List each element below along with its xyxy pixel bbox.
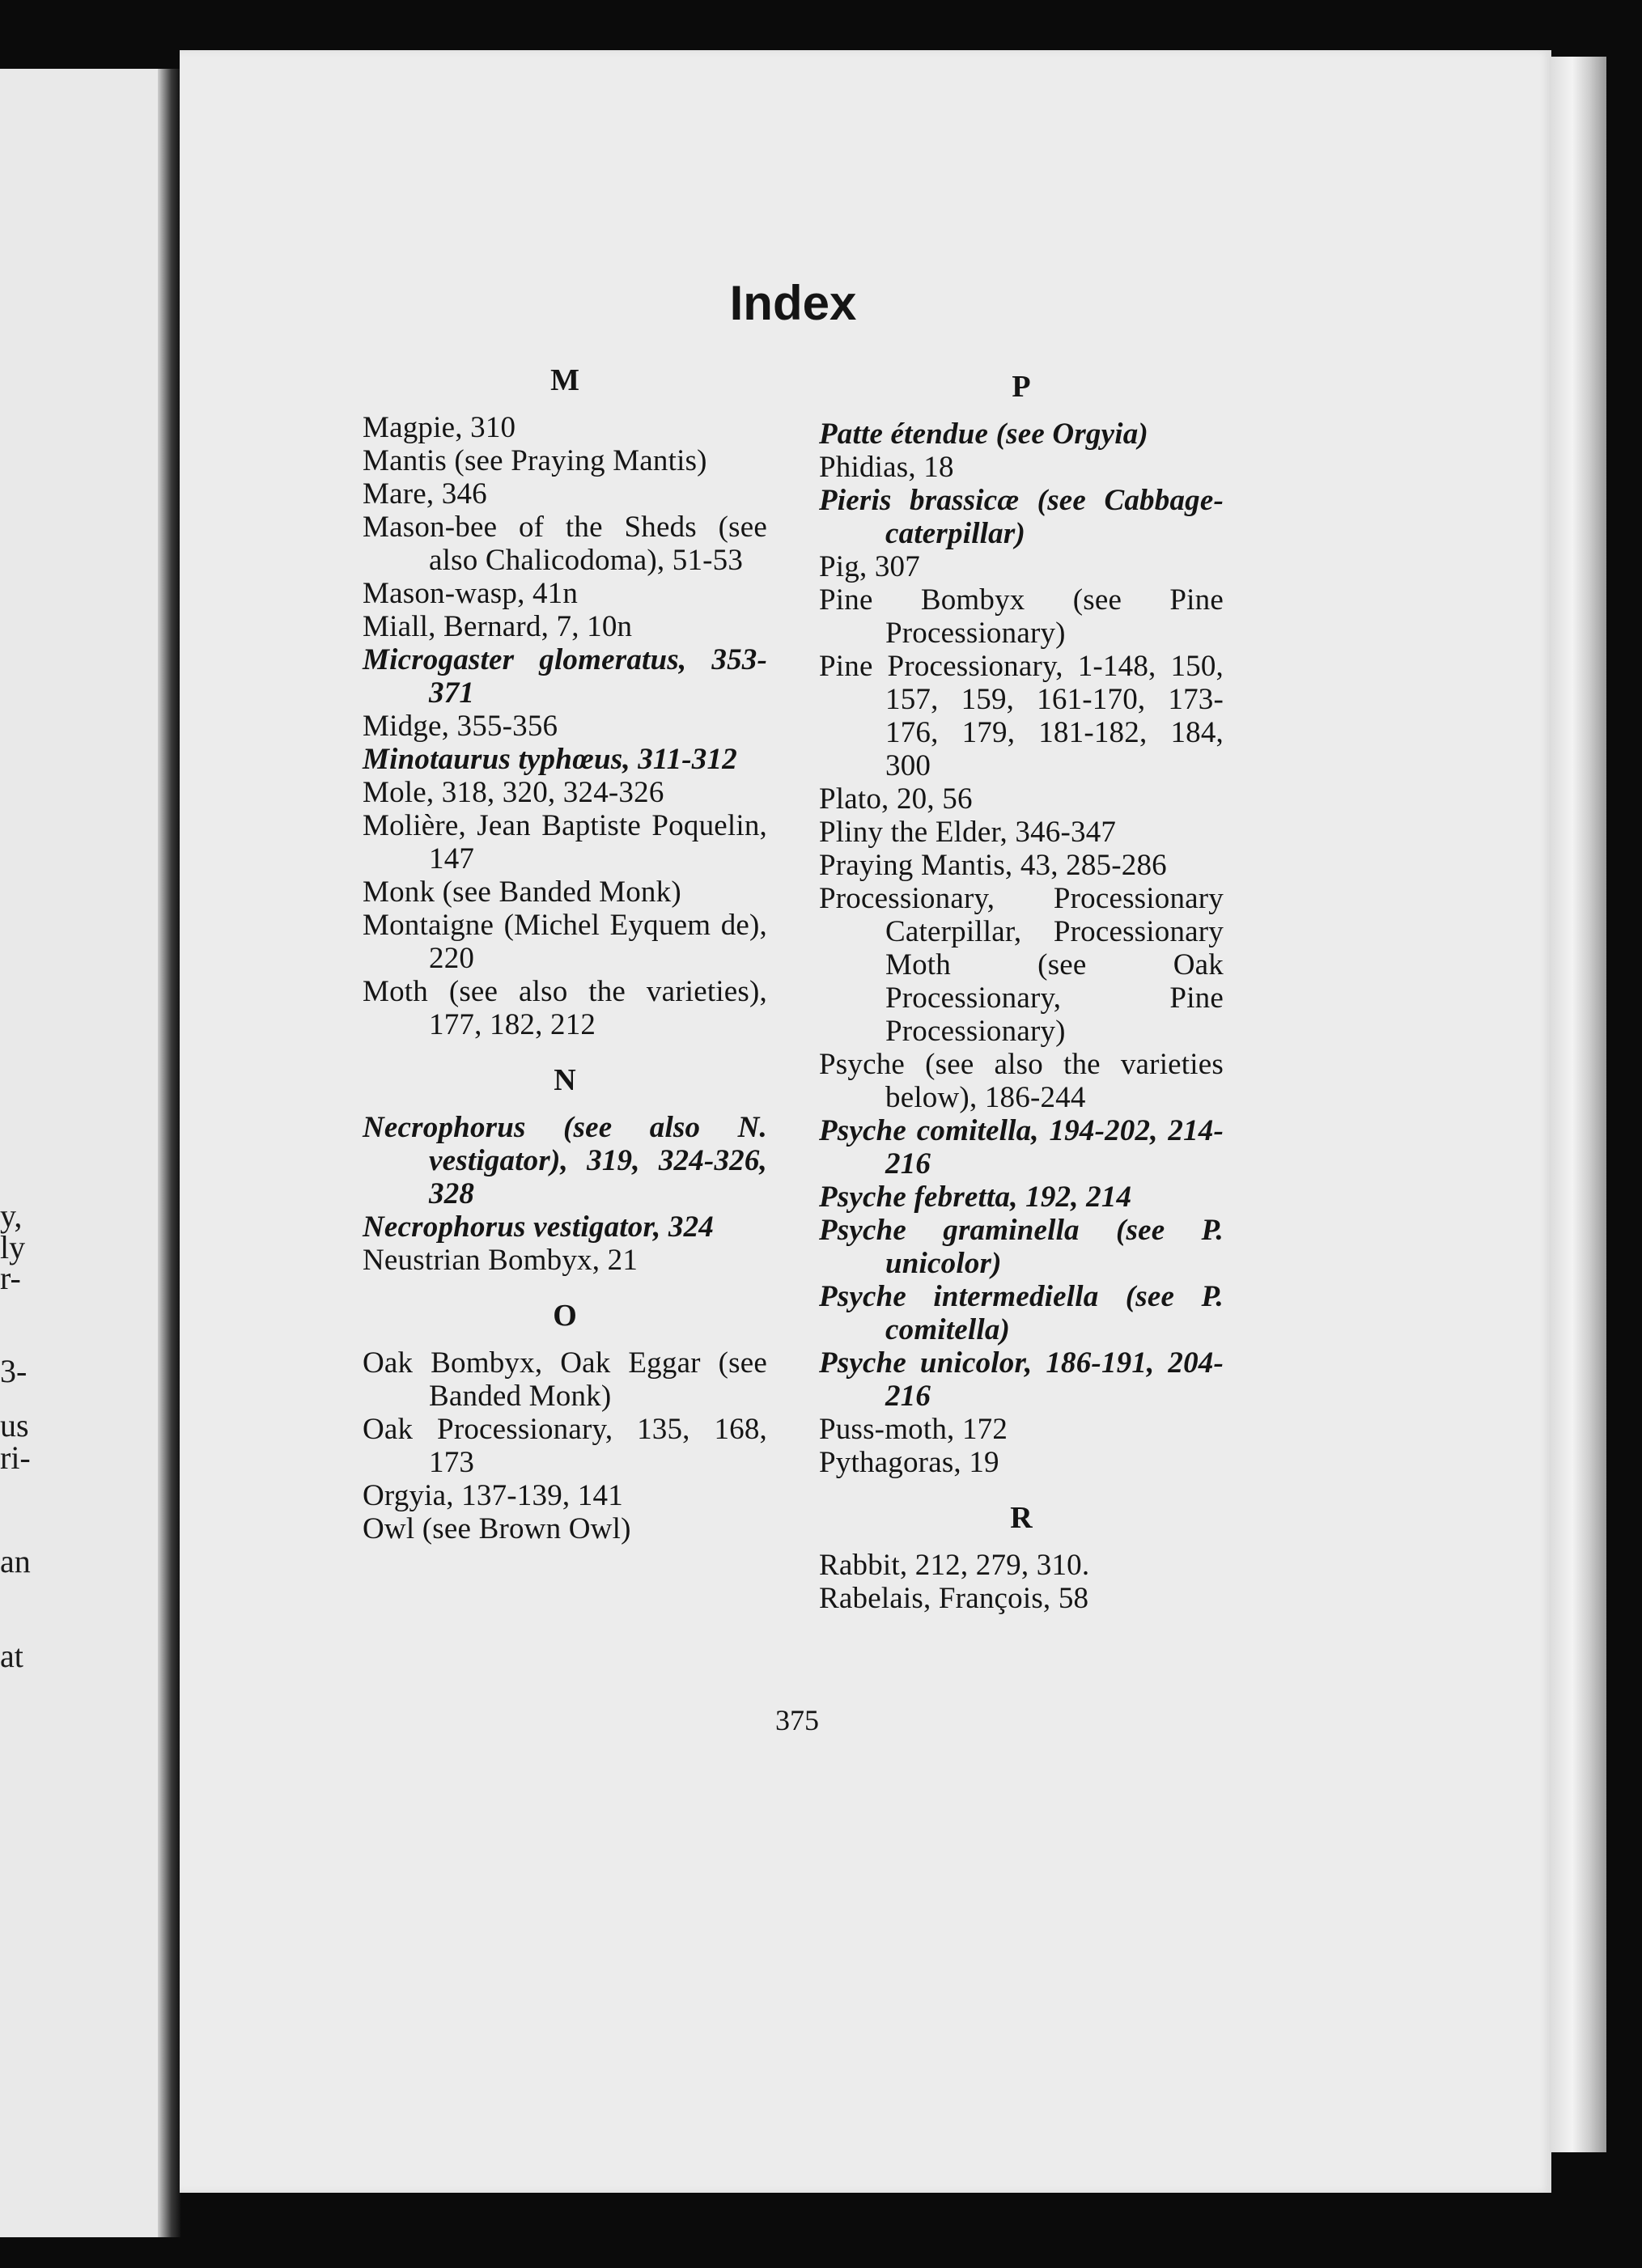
index-entry: Molière, Jean Baptiste Poquelin, 147: [363, 809, 767, 875]
index-entry: Necrophorus vestigator, 324: [363, 1210, 715, 1244]
index-entry: Mole, 318, 320, 324-326: [363, 776, 664, 809]
index-entry: Monk (see Banded Monk): [363, 875, 681, 909]
index-entry: Microgaster glomeratus, 353-371: [363, 643, 767, 710]
page-edge: [1550, 57, 1606, 2152]
index-entry: Psyche intermediella (see P. comitella): [819, 1280, 1224, 1346]
index-entry: Pieris brassicæ (see Cabbage-caterpillar): [819, 484, 1224, 550]
index-entry: Oak Processionary, 135, 168, 173: [363, 1413, 767, 1479]
index-entry: Rabelais, François, 58: [819, 1582, 1089, 1615]
index-entry: Mantis (see Praying Mantis): [363, 444, 707, 477]
index-entry: Pliny the Elder, 346-347: [819, 816, 1117, 849]
index-entry: Psyche (see also the varieties below), 186-244: [819, 1048, 1224, 1114]
section-letter: P: [1012, 370, 1031, 404]
index-entry: Neustrian Bombyx, 21: [363, 1244, 639, 1277]
previous-page-fragment: 3-: [0, 1353, 28, 1389]
index-entry: Miall, Bernard, 7, 10n: [363, 610, 633, 643]
index-column-left: [363, 364, 767, 1545]
index-entry: Necrophorus (see also N. vestigator), 319, 324-326, 328: [363, 1111, 767, 1210]
index-entry: Psyche febretta, 192, 214: [819, 1181, 1132, 1214]
index-entry: Magpie, 310: [363, 411, 516, 444]
index-entry: Psyche comitella, 194-202, 214-216: [819, 1114, 1224, 1181]
section-letter: O: [553, 1299, 577, 1333]
book-gutter: [158, 69, 180, 2237]
index-entry: Oak Bombyx, Oak Eggar (see Banded Monk): [363, 1346, 767, 1413]
index-entry: Psyche graminella (see P. unicolor): [819, 1214, 1224, 1280]
section-letter: R: [1010, 1501, 1033, 1535]
section-letter: M: [550, 363, 579, 397]
index-entry: Rabbit, 212, 279, 310.: [819, 1549, 1090, 1582]
index-entry: Owl (see Brown Owl): [363, 1512, 631, 1545]
page-number: 375: [775, 1704, 819, 1736]
index-entry: Pine Processionary, 1-148, 150, 157, 159, 161-170, 173-176, 179, 181-182, 184, 300: [819, 650, 1224, 782]
previous-page-fragment: ri-: [0, 1439, 31, 1476]
index-entry: Mason-bee of the Sheds (see also Chalicodoma), 51-53: [363, 511, 767, 577]
index-entry: Psyche unicolor, 186-191, 204-216: [819, 1346, 1224, 1413]
index-entry: Processionary, Processionary Caterpillar, Processionary Moth (see Oak Processionary, Pine Processionary): [819, 882, 1224, 1048]
previous-page-fragment: y,: [0, 1198, 23, 1234]
previous-page: [0, 69, 180, 2237]
index-entry: Pythagoras, 19: [819, 1446, 999, 1479]
index-entry: Pine Bombyx (see Pine Processionary): [819, 583, 1224, 650]
previous-page-fragment: at: [0, 1638, 23, 1674]
index-entry: Phidias, 18: [819, 451, 954, 484]
index-column-right: [819, 371, 1224, 1615]
index-entry: Praying Mantis, 43, 285-286: [819, 849, 1167, 882]
index-entry: Mare, 346: [363, 477, 487, 511]
index-entry: Pig, 307: [819, 550, 920, 583]
previous-page-fragment: ly: [0, 1229, 26, 1265]
index-entry: Puss-moth, 172: [819, 1413, 1008, 1446]
index-entry: Plato, 20, 56: [819, 782, 973, 816]
previous-page-fragment: us: [0, 1407, 29, 1443]
index-entry: Minotaurus typhœus, 311-312: [363, 743, 737, 776]
previous-page-fragment: an: [0, 1543, 31, 1579]
index-entry: Orgyia, 137-139, 141: [363, 1479, 623, 1512]
index-entry: Midge, 355-356: [363, 710, 558, 743]
index-entry: Mason-wasp, 41n: [363, 577, 579, 610]
page-title: Index: [729, 276, 857, 330]
section-letter: N: [554, 1063, 576, 1097]
index-entry: Montaigne (Michel Eyquem de), 220: [363, 909, 767, 975]
index-entry: Patte étendue (see Orgyia): [819, 418, 1148, 451]
previous-page-fragment: r-: [0, 1260, 21, 1296]
index-entry: Moth (see also the varieties), 177, 182, 212: [363, 975, 767, 1041]
